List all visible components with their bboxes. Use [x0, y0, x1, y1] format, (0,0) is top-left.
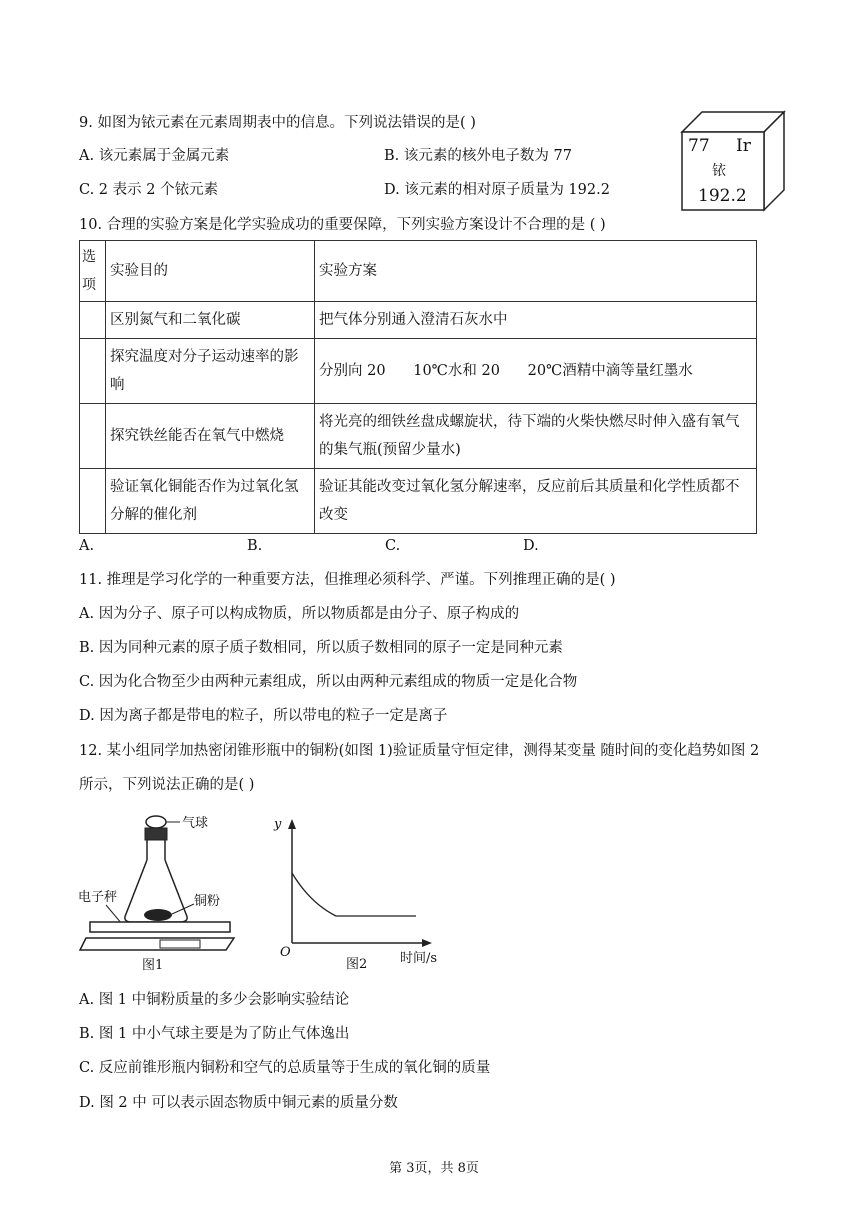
header-option: 选项 [80, 241, 106, 302]
q10-option-d: D. [523, 538, 539, 554]
row-purpose: 探究铁丝能否在氧气中燃烧 [106, 404, 315, 469]
q11-option-a: A. 因为分子、原子可以构成物质，所以物质都是由分子、原子构成的 [79, 606, 520, 622]
q11-option-c: C. 因为化合物至少由两种元素组成，所以由两种元素组成的物质一定是化合物 [79, 674, 578, 690]
row-purpose: 探究温度对分子运动速率的影响 [106, 339, 315, 404]
figure-1-apparatus [76, 808, 246, 978]
row-purpose: 验证氧化铜能否作为过氧化氢分解的催化剂 [106, 469, 315, 534]
q10-option-c: C. [385, 538, 401, 554]
row-plan: 把气体分别通入澄清石灰水中 [315, 302, 757, 339]
table-row [80, 302, 757, 339]
balloon-label: 气球 [182, 816, 209, 831]
q11-stem: 11. 推理是学习化学的一种重要方法，但推理必须科学、严谨。下列推理正确的是( ) [79, 572, 616, 588]
figure-2-caption: 图2 [346, 957, 368, 972]
header-plan: 实验方案 [315, 241, 757, 302]
q12-stem-line1: 12. 某小组同学加热密闭锥形瓶中的铜粉(如图 1)验证质量守恒定律，测得某变量 随时间的变化趋势如图 2 [79, 743, 760, 759]
q12-option-c: C. 反应前锥形瓶内铜粉和空气的总质量等于生成的氧化铜的质量 [79, 1060, 491, 1076]
q10-stem: 10. 合理的实验方案是化学实验成功的重要保障，下列实验方案设计不合理的是 ( ) [79, 217, 606, 233]
row-plan: 验证其能改变过氧化氢分解速率，反应前后其质量和化学性质都不改变 [315, 469, 757, 534]
q9-stem: 9. 如图为铱元素在元素周期表中的信息。下列说法错误的是( ) [79, 115, 476, 131]
q9-option-a: A. 该元素属于金属元素 [79, 148, 230, 164]
figure-2-graph [270, 815, 460, 975]
q10-experiment-table [79, 240, 757, 534]
q12-option-a: A. 图 1 中铜粉质量的多少会影响实验结论 [79, 992, 350, 1008]
row-plan: 分别向 20 10℃水和 20 20℃酒精中滴等量红墨水 [315, 339, 757, 404]
row-option [80, 469, 106, 534]
q9-option-d: D. 该元素的相对原子质量为 192.2 [384, 182, 610, 198]
table-row [80, 469, 757, 534]
q12-option-b: B. 图 1 中小气球主要是为了防止气体逸出 [79, 1026, 350, 1042]
element-mass: 192.2 [698, 186, 747, 206]
table-row [80, 339, 757, 404]
q9-option-b: B. 该元素的核外电子数为 77 [384, 148, 572, 164]
figure-1-caption: 图1 [142, 958, 164, 973]
row-option [80, 339, 106, 404]
header-purpose: 实验目的 [106, 241, 315, 302]
scale-label: 电子秤 [78, 890, 118, 905]
row-option [80, 404, 106, 469]
q10-option-a: A. [79, 538, 95, 554]
q11-option-b: B. 因为同种元素的原子质子数相同，所以质子数相同的原子一定是同种元素 [79, 640, 563, 656]
element-atomic-number: 77 [688, 136, 710, 156]
q12-option-d: D. 图 2 中 可以表示固态物质中铜元素的质量分数 [79, 1095, 398, 1111]
q10-option-b: B. [247, 538, 263, 554]
row-plan: 将光亮的细铁丝盘成螺旋状，待下端的火柴快燃尽时伸入盛有氧气的集气瓶(预留少量水) [315, 404, 757, 469]
q12-stem-line2: 所示，下列说法正确的是( ) [79, 777, 255, 793]
q9-option-c: C. 2 表示 2 个铱元素 [79, 182, 219, 198]
q11-option-d: D. 因为离子都是带电的粒子，所以带电的粒子一定是离子 [79, 708, 448, 724]
element-symbol: Ir [736, 136, 751, 156]
copper-label: 铜粉 [194, 894, 221, 909]
table-header-row [80, 241, 757, 302]
element-name: 铱 [712, 163, 726, 179]
iridium-element-cell [676, 108, 786, 212]
x-axis-label: 时间/s [400, 951, 438, 966]
row-purpose: 区别氮气和二氧化碳 [106, 302, 315, 339]
origin-label: O [280, 945, 291, 960]
page-footer: 第 3页，共 8页 [389, 1161, 479, 1176]
table-row [80, 404, 757, 469]
y-axis-label: y [274, 817, 282, 832]
row-option [80, 302, 106, 339]
